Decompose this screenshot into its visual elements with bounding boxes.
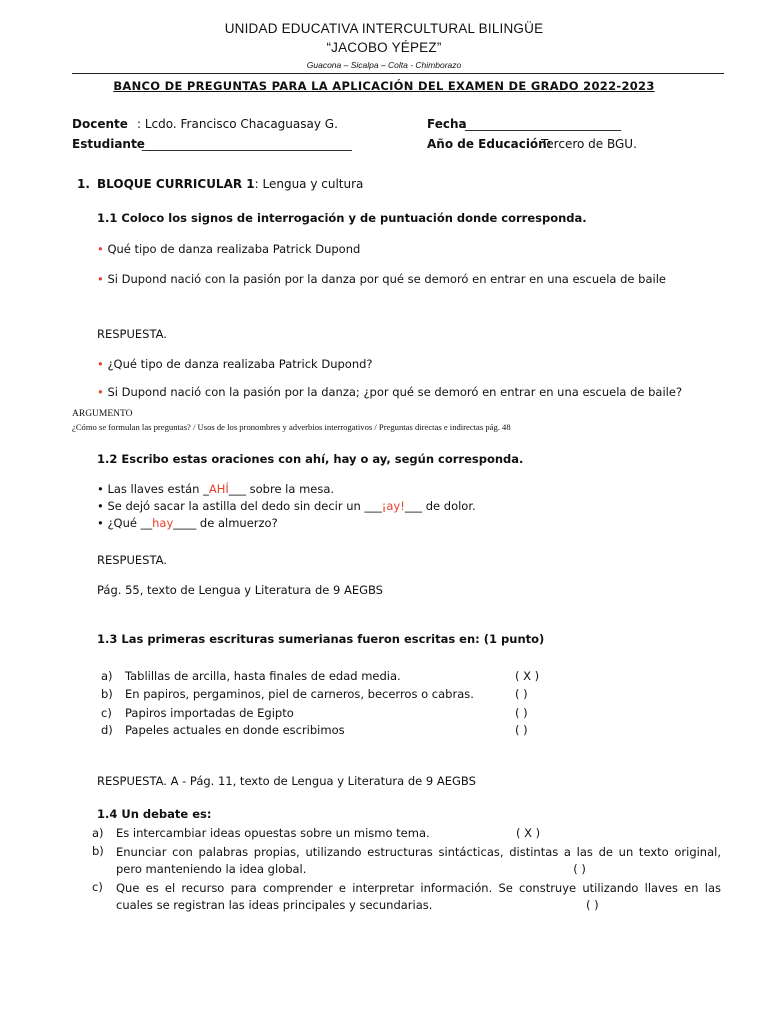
- docente-label: Docente: [72, 117, 128, 131]
- answer-label: RESPUESTA.: [97, 327, 167, 341]
- option-mark: ( X ): [515, 669, 540, 683]
- question-1-3-title: 1.3 Las primeras escrituras sumerianas fueron escritas en: (1 punto): [97, 632, 545, 646]
- option-mark: ( ): [515, 687, 528, 701]
- question-1-1-title: 1.1 Coloco los signos de interrogación y de puntuación donde corresponda.: [97, 211, 587, 225]
- option-text: En papiros, pergaminos, piel de carneros, becerros o cabras.: [125, 687, 474, 701]
- argument-text: ¿Cómo se formulan las preguntas? / Usos de los pronombres y adverbios interrogativos / Preguntas directas e indirectas pág. 48: [72, 422, 511, 432]
- docente-value: : Lcdo. Francisco Chacaguasay G.: [137, 117, 338, 131]
- answer-reference: Pág. 55, texto de Lengua y Literatura de 9 AEGBS: [97, 583, 383, 597]
- section-number: 1.: [77, 177, 90, 191]
- fill-sentence: • Se dejó sacar la astilla del dedo sin decir un ___¡ay!___ de dolor.: [97, 499, 476, 513]
- option-text: Papiros importadas de Egipto: [125, 706, 294, 720]
- answer-item: • ¿Qué tipo de danza realizaba Patrick Dupond?: [97, 357, 373, 371]
- answer-item: • Si Dupond nació con la pasión por la danza; ¿por qué se demoró en entrar en una escuela de baile?: [97, 385, 683, 399]
- estudiante-value: : ___________________________________: [134, 137, 352, 151]
- option-mark: ( X ): [516, 826, 541, 840]
- argument-label: ARGUMENTO: [72, 409, 133, 419]
- anio-value: Tercero de BGU.: [541, 137, 637, 151]
- option-text: Que es el recurso para comprender e interpretar información. Se construye utilizando llaves en las cuales se registran las ideas principales y secundarias. ( ): [116, 881, 721, 912]
- header-divider: [72, 73, 724, 74]
- option-mark: ( ): [573, 862, 586, 876]
- answer-label: RESPUESTA.: [97, 553, 167, 567]
- institution-name: UNIDAD EDUCATIVA INTERCULTURAL BILINGÜE: [224, 21, 544, 36]
- option-mark: ( ): [585, 898, 599, 912]
- option-text: Papeles actuales en donde escribimos: [125, 723, 345, 737]
- anio-label: Año de Educación:: [427, 137, 552, 151]
- answer-reference: RESPUESTA. A - Pág. 11, texto de Lengua y Literatura de 9 AEGBS: [97, 774, 476, 788]
- exam-title: BANCO DE PREGUNTAS PARA LA APLICACIÓN DEL EXAMEN DE GRADO 2022-2023: [113, 79, 655, 93]
- option-text: Es intercambiar ideas opuestas sobre un mismo tema.: [116, 826, 430, 840]
- option-text: Enunciar con palabras propias, utilizando estructuras sintácticas, distintas a las de un texto original, pero manteniendo la idea global. ( ): [116, 845, 721, 876]
- option-letter: b): [101, 687, 113, 701]
- fill-sentence: • ¿Qué __hay____ de almuerzo?: [97, 516, 278, 530]
- fecha-value: :__________________________: [461, 117, 622, 131]
- estudiante-label: Estudiante: [72, 137, 145, 151]
- list-item: • Qué tipo de danza realizaba Patrick Dupond: [97, 242, 361, 256]
- option-letter: c): [92, 880, 103, 894]
- option-text: Tablillas de arcilla, hasta finales de edad media.: [125, 669, 401, 683]
- option-letter: a): [92, 826, 104, 840]
- school-name: “JACOBO YÉPEZ”: [326, 40, 442, 55]
- option-letter: d): [101, 723, 113, 737]
- option-mark: ( ): [515, 723, 528, 737]
- school-location: Guacona – Sicalpa – Colta - Chimborazo: [306, 60, 462, 70]
- option-mark: ( ): [515, 706, 528, 720]
- section-title: BLOQUE CURRICULAR 1: Lengua y cultura: [97, 177, 364, 191]
- option-letter: c): [101, 706, 112, 720]
- fecha-label: Fecha: [427, 117, 467, 131]
- option-letter: a): [101, 669, 113, 683]
- fill-sentence: • Las llaves están _AHÍ___ sobre la mesa.: [97, 482, 335, 496]
- list-item: • Si Dupond nació con la pasión por la danza por qué se demoró en entrar en una escuela de baile: [97, 272, 666, 286]
- question-1-2-title: 1.2 Escribo estas oraciones con ahí, hay o ay, según corresponda.: [97, 452, 524, 466]
- question-1-4-title: 1.4 Un debate es:: [97, 807, 212, 821]
- option-letter: b): [92, 844, 104, 858]
